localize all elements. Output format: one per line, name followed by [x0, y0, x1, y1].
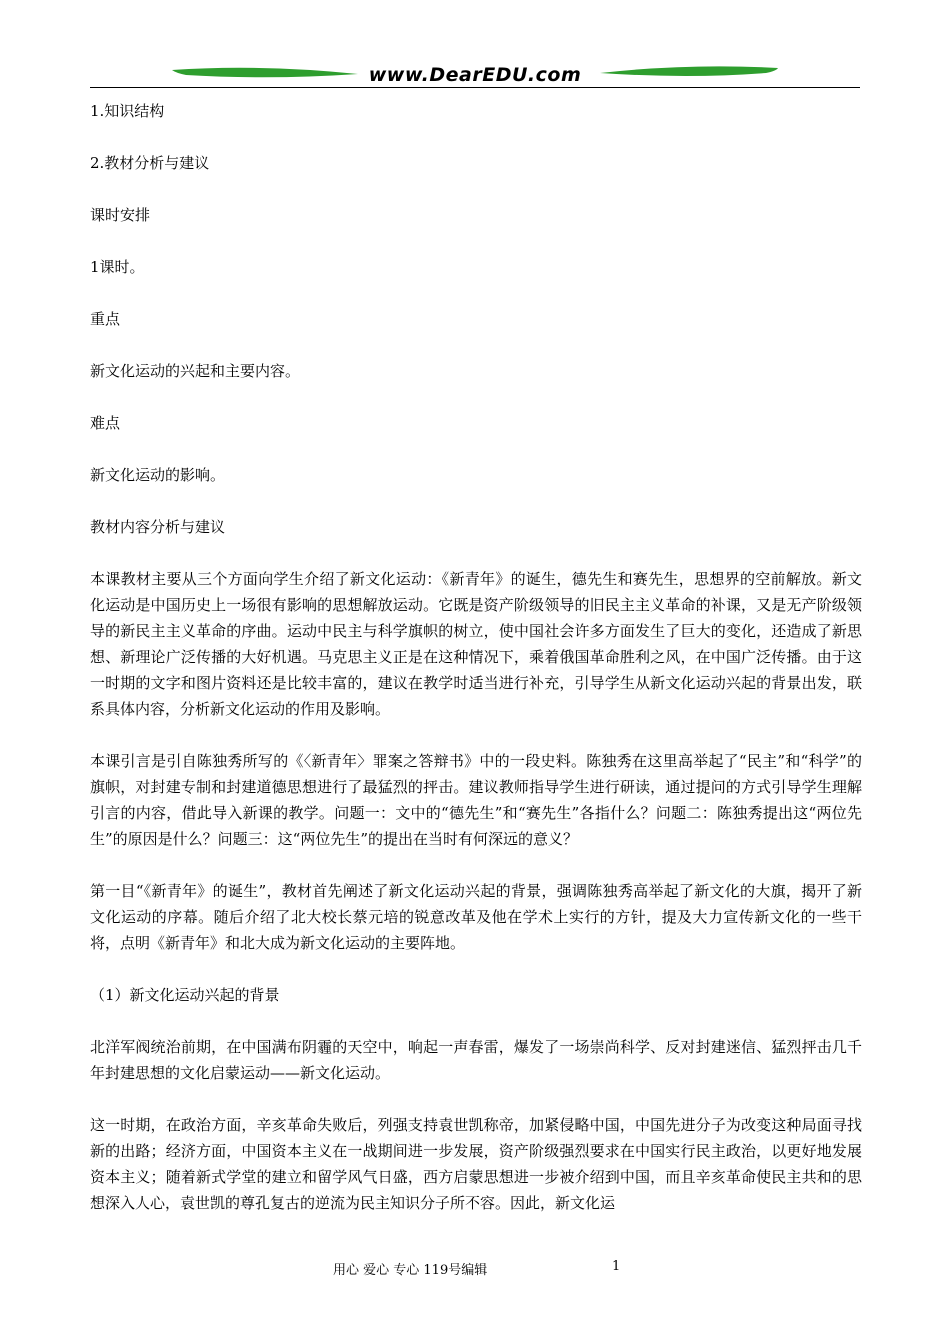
paragraph-period: 这一时期，在政治方面，辛亥革命失败后，列强支持袁世凯称帝，加紧侵略中国，中国先进分子为改变这种局面寻找新的出路；经济方面，中国资本主义在一战期间进一步发展，资产阶级强烈要求在中国实行民主政治，以更好地发展资本主义；随着新式学堂的建立和留学风气日盛，西方启蒙思想进一步被介绍到中国，而且辛亥革命使民主共和的思想深入人心，袁世凯的尊孔复古的逆流为民主知识分子所不容。因此，新文化运 — [90, 1116, 862, 1212]
paragraph-introduction: 本课引言是引自陈独秀所写的《〈新青年〉罪案之答辩书》中的一段史料。陈独秀在这里高举起了“民主”和“科学”的旗帜，对封建专制和封建道德思想进行了最猛烈的抨击。建议教师指导学生进行研读，通过提问的方式引导学生理解引言的内容，借此导入新课的教学。问题一：文中的“德先生”和“赛先生”各指什么？问题二：陈独秀提出这“两位先生”的原因是什么？问题三：这“两位先生”的提出在当时有何深远的意义？ — [90, 752, 862, 848]
page-footer — [0, 1259, 950, 1279]
key-point-value: 新文化运动的兴起和主要内容。 — [90, 362, 301, 380]
heading-key-point: 重点 — [90, 310, 121, 328]
paragraph-beiyang: 北洋军阀统治前期，在中国满布阴霾的天空中，响起一声春雷，爆发了一场崇尚科学、反对封建迷信、猛烈抨击几千年封建思想的文化启蒙运动——新文化运动。 — [90, 1038, 862, 1082]
subheading-background: （1）新文化运动兴起的背景 — [90, 986, 280, 1004]
page-number: 1 — [612, 1259, 621, 1274]
footer-text: 用心 爱心 专心 119号编辑 — [333, 1263, 488, 1278]
document-body — [90, 98, 862, 1242]
heading-content-analysis: 教材内容分析与建议 — [90, 518, 226, 536]
heading-schedule: 课时安排 — [90, 206, 151, 224]
paragraph-overview: 本课教材主要从三个方面向学生介绍了新文化运动：《新青年》的诞生，德先生和赛先生，思想界的空前解放。新文化运动是中国历史上一场很有影响的思想解放运动。它既是资产阶级领导的旧民主主义革命的补课，又是无产阶级领导的新民主主义革命的序曲。运动中民主与科学旗帜的树立，使中国社会许多方面发生了巨大的变化，还造成了新思想、新理论广泛传播的大好机遇。马克思主义正是在这种情况下，乘着俄国革命胜利之风，在中国广泛传播。由于这一时期的文字和图片资料还是比较丰富的，建议在教学时适当进行补充，引导学生从新文化运动兴起的背景出发，联系具体内容，分析新文化运动的作用及影响。 — [90, 570, 862, 718]
heading-difficulty: 难点 — [90, 414, 121, 432]
heading-knowledge-structure: 1.知识结构 — [90, 102, 165, 120]
difficulty-value: 新文化运动的影响。 — [90, 466, 226, 484]
page-header — [90, 58, 860, 90]
heading-textbook-analysis: 2.教材分析与建议 — [90, 154, 210, 172]
paragraph-first-section: 第一目“《新青年》的诞生”，教材首先阐述了新文化运动兴起的背景，强调陈独秀高举起了新文化的大旗，揭开了新文化运动的序幕。随后介绍了北大校长蔡元培的锐意改革及他在学术上实行的方针，提及大力宣传新文化的一些干将，点明《新青年》和北大成为新文化运动的主要阵地。 — [90, 882, 862, 952]
header-rule — [90, 87, 860, 88]
schedule-value: 1课时。 — [90, 258, 145, 276]
site-logo[interactable]: www.DearEDU.com — [368, 64, 582, 86]
